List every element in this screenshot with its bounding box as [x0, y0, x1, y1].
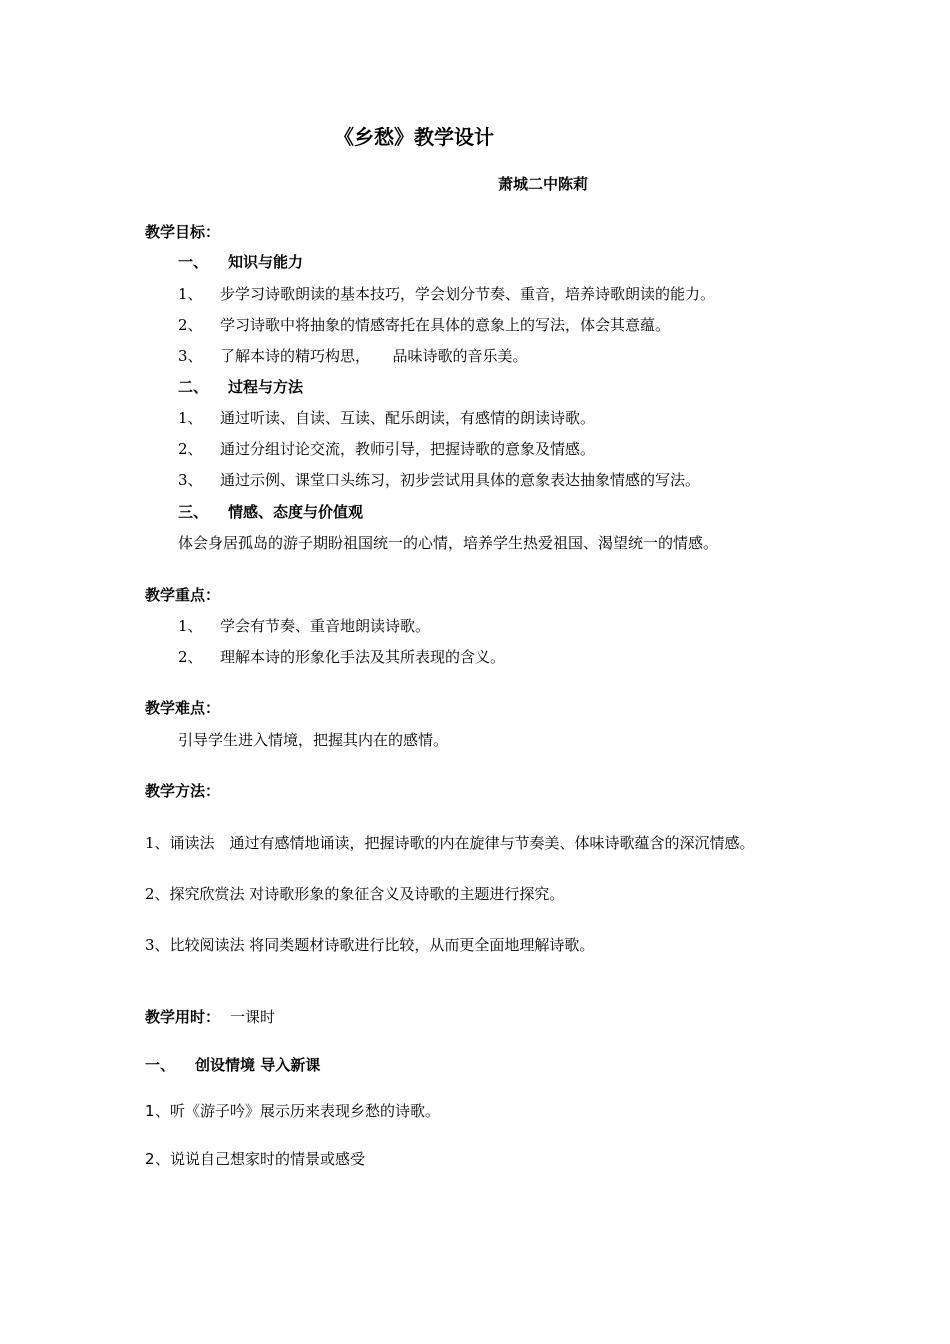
- list-item-number: 2、: [178, 440, 203, 458]
- difficulties-text: 引导学生进入情境，把握其内在的感情。: [178, 731, 449, 749]
- list-item-number: 3、: [178, 347, 203, 365]
- key-points-heading: 教学重点：: [145, 586, 221, 604]
- list-item: 、说说自己想家时的情景或感受: [155, 1150, 366, 1168]
- section-title: 知识与能力: [228, 253, 304, 271]
- list-item: 学会有节奏、重音地朗读诗歌。: [220, 617, 431, 635]
- list-item: 理解本诗的形象化手法及其所表现的含义。: [220, 648, 506, 666]
- list-item-number: 1、: [178, 409, 203, 427]
- section-text: 体会身居孤岛的游子期盼祖国统一的心情，培养学生热爱祖国、渴望统一的情感。: [178, 534, 719, 552]
- objectives-heading: 教学目标：: [145, 223, 221, 241]
- difficulties-heading: 教学难点：: [145, 699, 221, 717]
- list-item-number: 2、: [178, 316, 203, 334]
- methods-heading: 教学方法：: [145, 782, 221, 800]
- section-number: 三、: [178, 503, 209, 521]
- list-item: 了解本诗的精巧构思， 品味诗歌的音乐美。: [220, 347, 528, 365]
- section-title: 过程与方法: [228, 378, 304, 396]
- method-item: 2、探究欣赏法 对诗歌形象的象征含义及诗歌的主题进行探究。: [145, 885, 565, 903]
- list-item: 学习诗歌中将抽象的情感寄托在具体的意象上的写法，体会其意蕴。: [220, 316, 671, 334]
- section-number: 一、: [178, 253, 209, 271]
- list-item-number: 1、: [178, 285, 203, 303]
- section-number: 二、: [178, 378, 209, 396]
- method-item: 1、诵读法 通过有感情地诵读，把握诗歌的内在旋律与节奏美、体味诗歌蕴含的深沉情感。: [145, 834, 755, 852]
- method-item: 3、比较阅读法 将同类题材诗歌进行比较，从而更全面地理解诗歌。: [145, 936, 595, 954]
- list-item: 通过示例、课堂口头练习，初步尝试用具体的意象表达抽象情感的写法。: [220, 471, 701, 489]
- list-item-number: 1、: [178, 617, 203, 635]
- section-title: 情感、态度与价值观: [228, 503, 364, 521]
- list-item: 步学习诗歌朗读的基本技巧，学会划分节奏、重音，培养诗歌朗读的能力。: [220, 285, 716, 303]
- list-item-number: 3、: [178, 471, 203, 489]
- list-item: 、听《游子吟》展示历来表现乡愁的诗歌。: [155, 1102, 441, 1120]
- duration-value: 一课时: [230, 1008, 276, 1026]
- list-item-number: 2、: [178, 648, 203, 666]
- list-item-number: 1: [145, 1102, 155, 1120]
- step-title: 创设情境 导入新课: [195, 1056, 321, 1074]
- step-number: 一、: [145, 1056, 176, 1074]
- list-item: 通过听读、自读、互读、配乐朗读，有感情的朗读诗歌。: [220, 409, 596, 427]
- page-title: 《乡愁》教学设计: [334, 125, 494, 149]
- list-item: 通过分组讨论交流，教师引导，把握诗歌的意象及情感。: [220, 440, 596, 458]
- duration-label: 教学用时：: [145, 1008, 221, 1026]
- author: 萧城二中陈莉: [498, 175, 589, 193]
- list-item-number: 2: [145, 1150, 155, 1168]
